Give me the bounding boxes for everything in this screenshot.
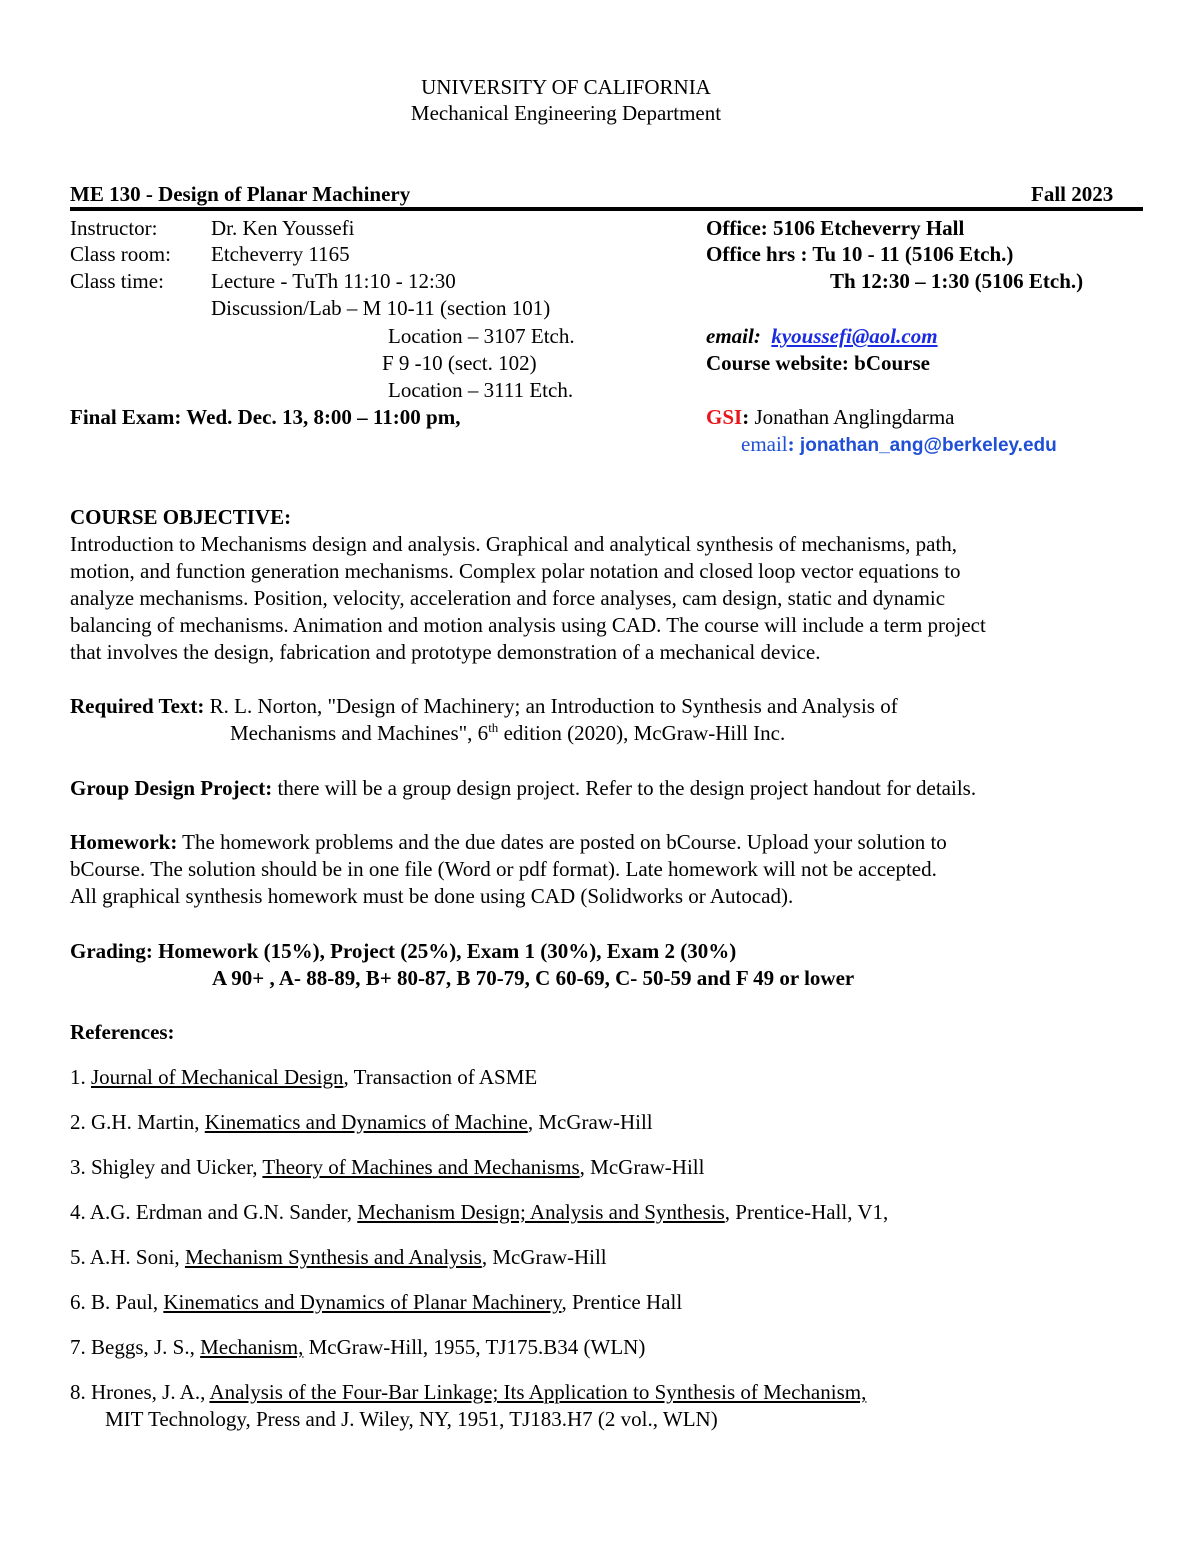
homework-line2: bCourse. The solution should be in one file (Word or pdf format). Late homework will not be accepted. (70, 857, 937, 881)
title-divider (70, 207, 1143, 211)
instructor-email-link[interactable]: kyoussefi@aol.com (771, 324, 938, 348)
gsi-label: GSI (706, 405, 743, 429)
reference-publisher: , McGraw-Hill (527, 1110, 653, 1134)
gsi-email-value[interactable]: jonathan_ang@berkeley.edu (794, 435, 1057, 456)
section-102: F 9 -10 (sect. 102) (382, 351, 537, 375)
classroom-value: Etcheverry 1165 (211, 242, 350, 266)
reference-item (70, 1109, 653, 1135)
objective-line: balancing of mechanisms. Animation and motion analysis using CAD. The course will include a term project (70, 613, 986, 637)
reference-author: 7. Beggs, J. S., (70, 1335, 201, 1359)
gsi-name: Jonathan Anglingdarma (749, 405, 955, 429)
website-label: Course website (706, 351, 842, 375)
objective-line: motion, and function generation mechanisms. Complex polar notation and closed loop vector equations to (70, 559, 961, 583)
reference-publisher: , McGraw-Hill (579, 1155, 705, 1179)
required-text-line1 (70, 693, 898, 719)
reference-title: Kinematics and Dynamics of Machine (204, 1110, 528, 1134)
objective-line: Introduction to Mechanisms design and analysis. Graphical and analytical synthesis of mechanisms, path, (70, 532, 958, 556)
homework-label: Homework: (70, 830, 178, 854)
project-line (70, 775, 976, 801)
objective-line: that involves the design, fabrication and prototype demonstration of a mechanical device. (70, 640, 821, 664)
required-text-label: Required Text: (70, 694, 205, 718)
reference-title: Mechanism Design; Analysis and Synthesis (357, 1200, 725, 1224)
reference-item (70, 1244, 607, 1270)
reference-author: 3. Shigley and Uicker, (70, 1155, 263, 1179)
classroom-label: Class room: (70, 242, 171, 266)
location-102: Location – 3111 Etch. (388, 378, 574, 402)
reference-title: Journal of Mechanical Design (91, 1065, 344, 1089)
email-label: email: (706, 324, 761, 348)
location-101: Location – 3107 Etch. (388, 324, 575, 348)
project-label: Group Design Project: (70, 776, 273, 800)
university-title: UNIVERSITY OF CALIFORNIA (421, 75, 711, 99)
gsi-email-colon: : (787, 432, 795, 456)
objective-heading: COURSE OBJECTIVE: (70, 505, 292, 529)
reference-title: Analysis of the Four-Bar Linkage; Its Application to Synthesis of Mechanism, (209, 1380, 867, 1404)
reference-publisher: , Transaction of ASME (343, 1065, 538, 1089)
reference-publisher: , Prentice-Hall, V1, (724, 1200, 889, 1224)
required-text-citation-cont: Mechanisms and Machines", 6 (230, 721, 489, 745)
reference-title: Mechanism Synthesis and Analysis (184, 1245, 482, 1269)
project-text: there will be a group design project. Refer to the design project handout for details. (272, 776, 977, 800)
edition-superscript: th (488, 720, 499, 735)
objective-line: analyze mechanisms. Position, velocity, acceleration and force analyses, cam design, static and dynamic (70, 586, 946, 610)
references-heading: References: (70, 1020, 175, 1044)
reference-author: 1. (70, 1065, 91, 1089)
reference-title: Theory of Machines and Mechanisms (262, 1155, 580, 1179)
discussion-schedule: Discussion/Lab – M 10-11 (section 101) (211, 296, 551, 320)
reference-author: 2. G.H. Martin, (70, 1110, 205, 1134)
reference-item (70, 1064, 537, 1090)
reference-title: Kinematics and Dynamics of Planar Machinery (163, 1290, 562, 1314)
homework-line1 (70, 829, 947, 855)
reference-title: Mechanism, (200, 1335, 304, 1359)
required-text-line2 (230, 720, 785, 746)
homework-line3: All graphical synthesis homework must be done using CAD (Solidworks or Autocad). (70, 884, 794, 908)
reference-publisher: , McGraw-Hill (481, 1245, 607, 1269)
gsi-email-row (741, 431, 1057, 459)
reference-item (70, 1334, 645, 1360)
classtime-value: Lecture - TuTh 11:10 - 12:30 (211, 269, 456, 293)
gsi-email-label: email (741, 432, 788, 456)
reference-author: 5. A.H. Soni, (70, 1245, 185, 1269)
reference-item (70, 1379, 866, 1405)
reference-item-continuation: MIT Technology, Press and J. Wiley, NY, 1951, TJ183.H7 (2 vol., WLN) (105, 1407, 718, 1431)
required-text-edition: edition (2020), McGraw-Hill Inc. (498, 721, 786, 745)
website-value: : bCourse (841, 351, 930, 375)
grading-scale: A 90+ , A- 88-89, B+ 80-87, B 70-79, C 60-69, C- 50-59 and F 49 or lower (212, 966, 855, 990)
reference-publisher: McGraw-Hill, 1955, TJ175.B34 (WLN) (303, 1335, 646, 1359)
reference-author: 8. Hrones, J. A., (70, 1380, 210, 1404)
course-website-row (706, 350, 930, 376)
gsi-row (706, 404, 954, 430)
gsi-colon: : (742, 405, 750, 429)
reference-item (70, 1289, 682, 1315)
final-exam: Final Exam: Wed. Dec. 13, 8:00 – 11:00 pm, (70, 405, 461, 429)
instructor-value: Dr. Ken Youssefi (211, 216, 355, 240)
reference-publisher: , Prentice Hall (561, 1290, 683, 1314)
instructor-label: Instructor: (70, 216, 158, 240)
office-hours-1: Office hrs : Tu 10 - 11 (5106 Etch.) (706, 242, 1014, 266)
reference-item (70, 1199, 888, 1225)
homework-text: The homework problems and the due dates are posted on bCourse. Upload your solution to (177, 830, 947, 854)
reference-author: 6. B. Paul, (70, 1290, 164, 1314)
department-title: Mechanical Engineering Department (410, 101, 722, 125)
instructor-email-row (706, 323, 938, 349)
course-term: Fall 2023 (1031, 182, 1114, 206)
classtime-label: Class time: (70, 269, 164, 293)
office-hours-2: Th 12:30 – 1:30 (5106 Etch.) (830, 269, 1084, 293)
required-text-citation: R. L. Norton, "Design of Machinery; an Introduction to Synthesis and Analysis of (204, 694, 898, 718)
course-title: ME 130 - Design of Planar Machinery (70, 182, 411, 206)
reference-author: 4. A.G. Erdman and G.N. Sander, (70, 1200, 358, 1224)
grading-weights: Grading: Homework (15%), Project (25%), Exam 1 (30%), Exam 2 (30%) (70, 939, 737, 963)
office-location: Office: 5106 Etcheverry Hall (706, 216, 965, 240)
reference-item (70, 1154, 704, 1180)
